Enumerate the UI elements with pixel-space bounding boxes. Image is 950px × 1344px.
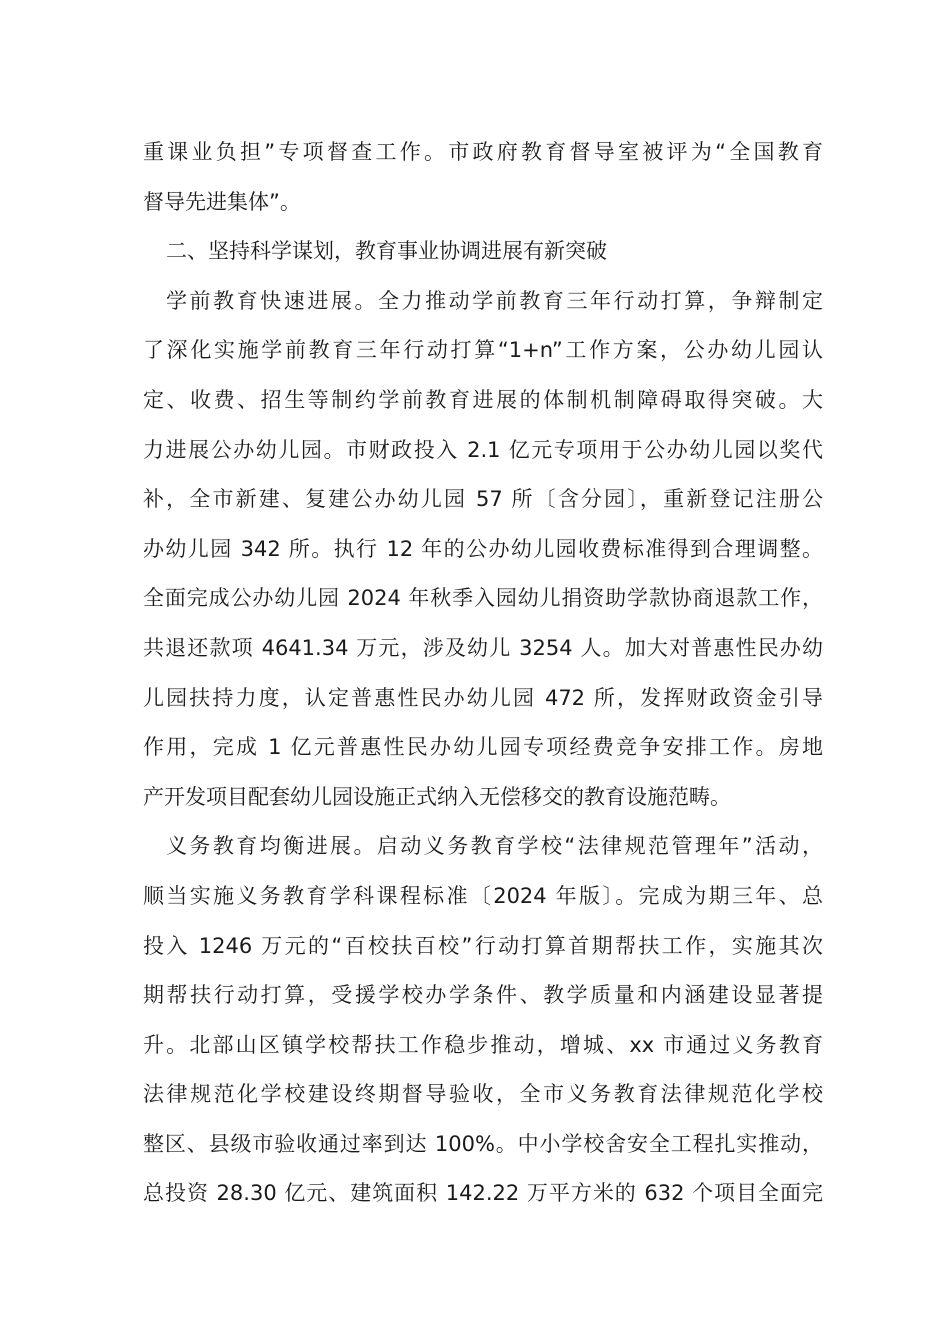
text-line: 期帮扶行动打算，受援学校办学条件、教学质量和内涵建设显著提 <box>143 983 823 1008</box>
text-line: 总投资 28.30 亿元、建筑面积 142.22 万平方米的 632 个项目全面完 <box>143 1181 823 1206</box>
text-line: 全面完成公办幼儿园 2024 年秋季入园幼儿捐资助学款协商退款工作， <box>143 586 823 611</box>
text-line: 重课业负担”专项督查工作。市政府教育督导室被评为“全国教育 <box>143 140 823 164</box>
text-line: 二、坚持科学谋划，教育事业协调进展有新突破 <box>166 239 607 264</box>
text-line: 儿园扶持力度，认定普惠性民办幼儿园 472 所，发挥财政资金引导 <box>143 685 823 710</box>
text-line: 共退还款项 4641.34 万元，涉及幼儿 3254 人。加大对普惠性民办幼 <box>143 635 823 660</box>
text-line: 了深化实施学前教育三年行动打算“1+n”工作方案，公办幼儿园认 <box>143 338 823 363</box>
text-line: 督导先进集体”。 <box>143 189 301 214</box>
text-line: 学前教育快速进展。全力推动学前教育三年行动打算，争辩制定 <box>166 288 823 313</box>
text-line: 顺当实施义务教育学科课程标准〔2024 年版〕。完成为期三年、总 <box>143 883 823 908</box>
text-line: 补，全市新建、复建公办幼儿园 57 所〔含分园〕，重新登记注册公 <box>143 487 823 512</box>
text-line: 产开发项目配套幼儿园设施正式纳入无偿移交的教育设施范畴。 <box>143 784 731 809</box>
text-line: 力进展公办幼儿园。市财政投入 2.1 亿元专项用于公办幼儿园以奖代 <box>143 437 823 462</box>
text-line: 定、收费、招生等制约学前教育进展的体制机制障碍取得突破。大 <box>143 387 823 412</box>
text-line: 投入 1246 万元的“百校扶百校”行动打算首期帮扶工作，实施其次 <box>143 933 823 958</box>
text-line: 升。北部山区镇学校帮扶工作稳步推动，增城、xx 市通过义务教育 <box>143 1032 823 1057</box>
text-line: 办幼儿园 342 所。执行 12 年的公办幼儿园收费标准得到合理调整。 <box>143 536 823 561</box>
text-line: 作用，完成 1 亿元普惠性民办幼儿园专项经费竞争安排工作。房地 <box>143 735 823 760</box>
text-line: 法律规范化学校建设终期督导验收，全市义务教育法律规范化学校 <box>143 1082 823 1107</box>
text-line: 义务教育均衡进展。启动义务教育学校“法律规范管理年”活动， <box>166 834 823 859</box>
text-line: 整区、县级市验收通过率到达 100%。中小学校舍安全工程扎实推动， <box>143 1131 823 1156</box>
body-text <box>143 133 823 1224</box>
